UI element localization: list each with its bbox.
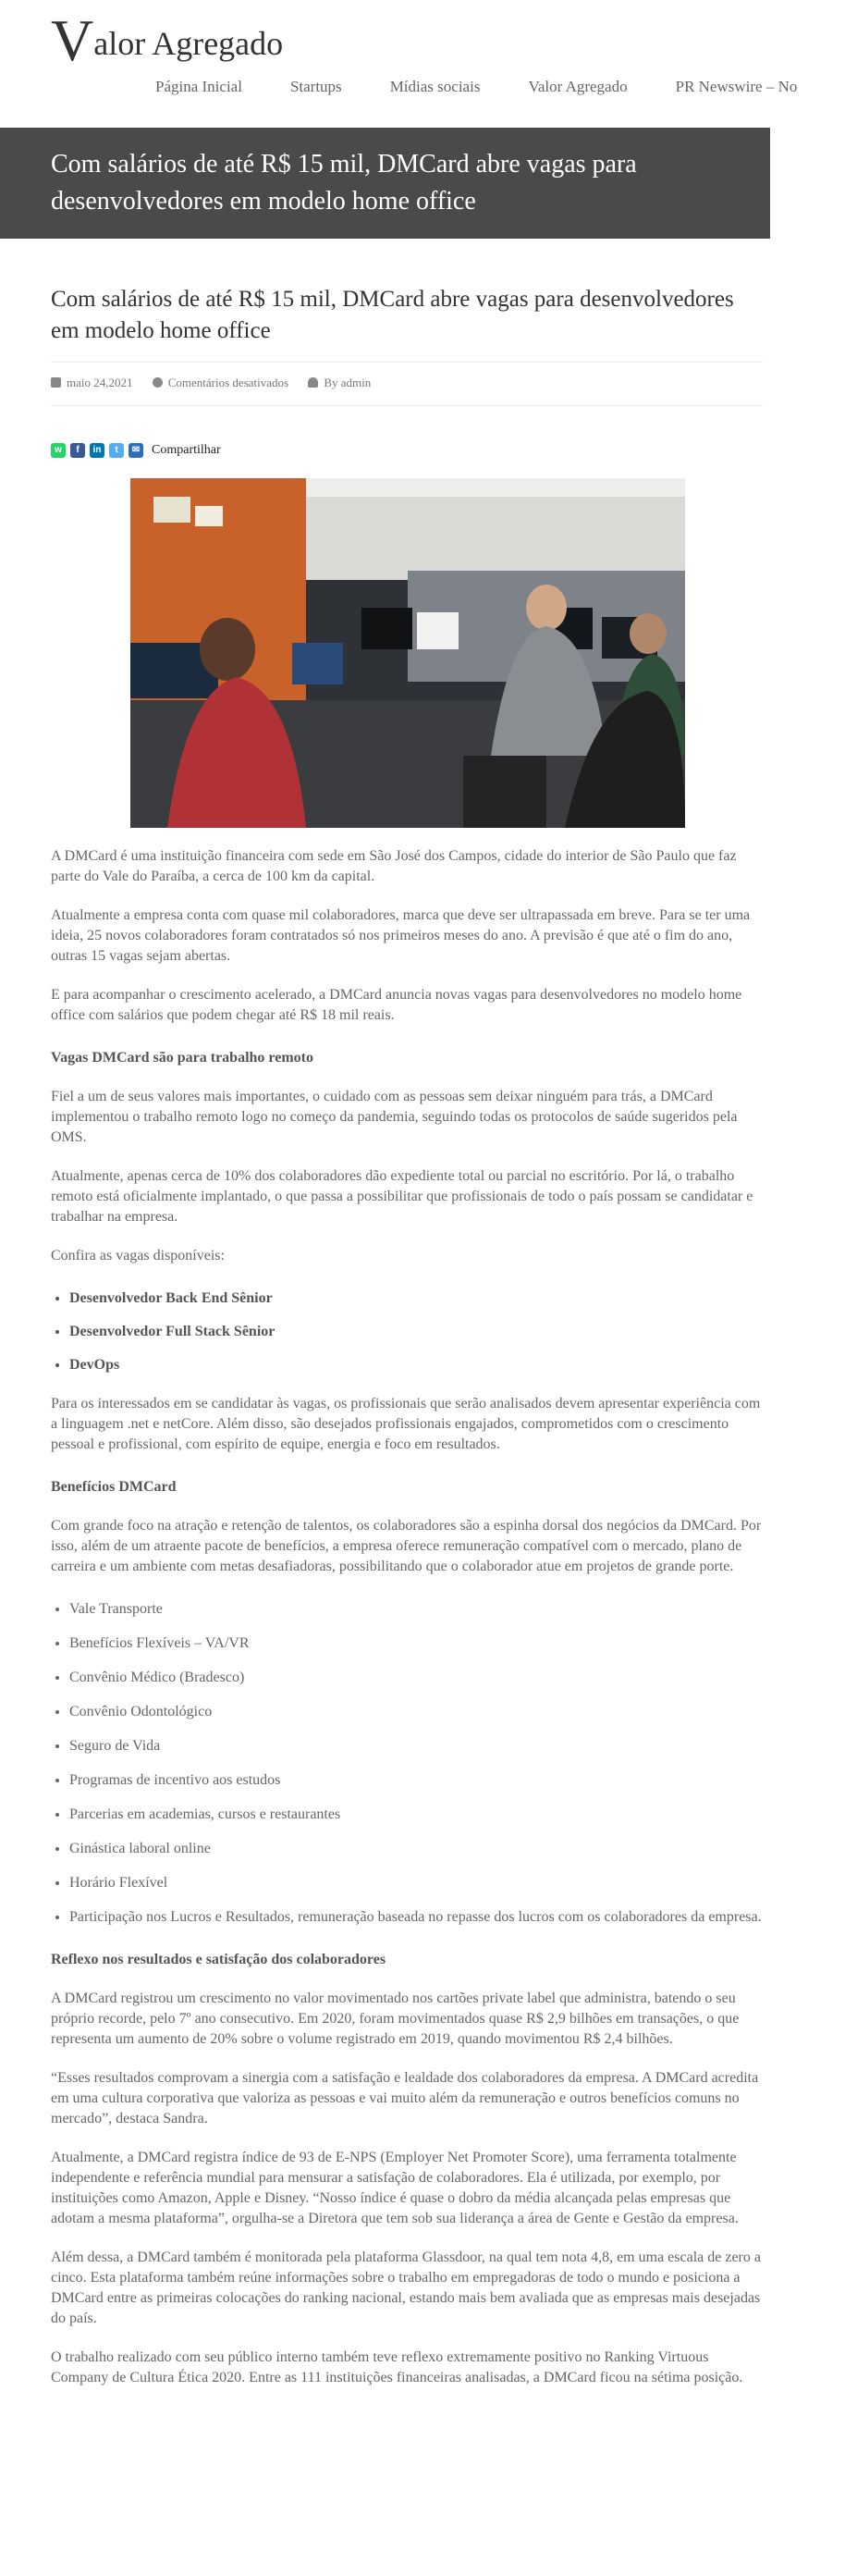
paragraph: Com grande foco na atração e retenção de talentos, os colaboradores são a espinha dorsal dos negócios da DMCard. Por isso, além de um atraente pacote de benefícios, a empresa oferece remuneração compatível com o mercado, plano de carreira e um ambiente com metas desafiadoras, possibilitando que o colaborador atue em projetos de grande porte. bbox=[51, 1518, 762, 1574]
nav-item-valor-agregado[interactable]: Valor Agregado bbox=[528, 78, 628, 95]
list-item: • Programas de incentivo aos estudos bbox=[69, 1770, 763, 1791]
nav-item-startups[interactable]: Startups bbox=[289, 78, 342, 95]
list-item: • Convênio Médico (Bradesco) bbox=[69, 1668, 763, 1688]
twitter-icon[interactable]: t bbox=[109, 443, 124, 458]
paragraph: A DMCard registrou um crescimento no valor movimentado nos cartões private label que administra, batendo o seu próprio recorde, pelo 7º ano consecutivo. Em 2020, foram movimentados quase R$ 2,9 bilhões em transações, o que representa um aumento de 20% sobre o volume registrado em 2019, quando movimentou R$ 2,4 bilhões. bbox=[51, 1991, 740, 2047]
email-icon[interactable]: ✉ bbox=[129, 443, 143, 458]
main-nav bbox=[155, 78, 845, 96]
benefits-list bbox=[51, 1599, 763, 1928]
job-list bbox=[51, 1288, 763, 1375]
list-item: • Parcerias em academias, cursos e restaurantes bbox=[69, 1805, 763, 1825]
calendar-icon bbox=[51, 377, 61, 388]
nav-item-pr-newswire[interactable]: PR Newswire – No bbox=[675, 78, 798, 95]
paragraph: Atualmente, apenas cerca de 10% dos colaboradores dão expediente total ou parcial no escritório. Por lá, o trabalho remoto está oficialmente implantado, o que passa a possibilitar que profissionais de todo o país possam se candidatar e trabalhar na empresa. bbox=[51, 1168, 753, 1225]
user-icon bbox=[308, 377, 318, 388]
nav-item-social-media[interactable]: Mídias sociais bbox=[389, 78, 481, 95]
post-comments: Comentários desativados bbox=[167, 376, 289, 389]
paragraph: Atualmente a empresa conta com quase mil colaboradores, marca que deve ser ultrapassada em breve. Para se ter uma ideia, 25 novos colaboradores foram contratados só nos primeiros meses do ano. A previsão é que até o fim do ano, outras 15 vagas sejam abertas. bbox=[51, 907, 751, 964]
logo-text: alor Agregado bbox=[93, 25, 284, 62]
linkedin-icon[interactable]: in bbox=[90, 443, 104, 458]
paragraph: Para os interessados em se candidatar às vagas, os profissionais que serão analisados devem apresentar experiência com a linguagem .net e netCore. Além disso, são desejados profissionais engajados, comprometidos com o crescimento pessoal e profissional, com espírito de equipe, energia e foco em resultados. bbox=[51, 1396, 761, 1452]
paragraph: Fiel a um de seus valores mais importantes, o cuidado com as pessoas sem deixar ninguém para trás, a DMCard implementou o trabalho remoto logo no começo da pandemia, seguindo todas os protocolos de saúde sugeridos pela OMS. bbox=[51, 1089, 738, 1145]
list-item: • Seguro de Vida bbox=[69, 1736, 763, 1756]
list-item: • Ginástica laboral online bbox=[69, 1839, 763, 1859]
list-item: • Vale Transporte bbox=[69, 1599, 763, 1620]
list-item: • Desenvolvedor Back End Sênior bbox=[69, 1288, 763, 1309]
list-item: • Participação nos Lucros e Resultados, remuneração baseada no repasse dos lucros com os colaboradores da empresa. bbox=[69, 1907, 763, 1928]
share-bar bbox=[51, 443, 763, 458]
list-item: • DevOps bbox=[69, 1355, 763, 1375]
list-item: • Convênio Odontológico bbox=[69, 1702, 763, 1722]
paragraph: A DMCard é uma instituição financeira com sede em São José dos Campos, cidade do interior de São Paulo que faz parte do Vale do Paraíba, a cerca de 100 km da capital. bbox=[51, 848, 737, 884]
site-header bbox=[0, 0, 798, 128]
comment-icon bbox=[153, 377, 163, 388]
section-heading: Vagas DMCard são para trabalho remoto bbox=[51, 1050, 313, 1066]
facebook-icon[interactable]: f bbox=[70, 443, 85, 458]
section-heading: Benefícios DMCard bbox=[51, 1479, 177, 1495]
section-heading: Reflexo nos resultados e satisfação dos colaboradores bbox=[51, 1952, 386, 1967]
share-label[interactable]: Compartilhar bbox=[152, 443, 221, 457]
article-body bbox=[51, 846, 763, 2388]
paragraph: E para acompanhar o crescimento acelerado, a DMCard anuncia novas vagas para desenvolvedores no modelo home office com salários que podem chegar até R$ 18 mil reais. bbox=[51, 987, 742, 1023]
post-date: maio 24,2021 bbox=[67, 376, 133, 389]
list-item: • Horário Flexível bbox=[69, 1873, 763, 1893]
paragraph: “Esses resultados comprovam a sinergia com a satisfação e lealdade dos colaboradores da empresa. A DMCard acredita em uma cultura corporativa que valoriza as pessoas e vai muito além da remuneração e outros benefícios comuns no mercado”, destaca Sandra. bbox=[51, 2070, 759, 2126]
paragraph: Atualmente, a DMCard registra índice de 93 de E-NPS (Employer Net Promoter Score), uma ferramenta totalmente independente e referência mundial para mensurar a satisfação de colaboradores. Ela é utilizada, por exemplo, por instituições como Amazon, Apple e Disney. “Nosso índice é quase o dobro da média alcançada pelas empresas que adotam a mesma plataforma”, orgulha-se a Diretora que tem sob sua liderança a área de Gente e Gestão da empresa. bbox=[51, 2150, 739, 2226]
paragraph: O trabalho realizado com seu público interno também teve reflexo extremamente positivo no Ranking Virtuous Company de Cultura Ética 2020. Entre as 111 instituições financeiras analisadas, a DMCard ficou na sétima posição. bbox=[51, 2349, 743, 2385]
article-content bbox=[51, 239, 763, 2388]
banner-title: Com salários de até R$ 15 mil, DMCard abre vagas para desenvolvedores em modelo home office bbox=[51, 150, 637, 216]
page-banner bbox=[0, 128, 770, 239]
list-item: • Benefícios Flexíveis – VA/VR bbox=[69, 1633, 763, 1654]
post-title: Com salários de até R$ 15 mil, DMCard abre vagas para desenvolvedores em modelo home office bbox=[51, 287, 734, 343]
list-item: • Desenvolvedor Full Stack Sênior bbox=[69, 1322, 763, 1342]
nav-item-home[interactable]: Página Inicial bbox=[155, 78, 242, 95]
logo-initial: V bbox=[51, 7, 94, 73]
post-meta bbox=[51, 362, 763, 406]
paragraph: Além dessa, a DMCard também é monitorada pela plataforma Glassdoor, na qual tem nota 4,8, em uma escala de zero a cinco. Esta plataforma também reúne informações sobre o trabalho em empregadoras de todo o mundo e posiciona a DMCard entre as primeiras colocações do ranking nacional, estando mais bem avaliada que as empresas mais desejadas do país. bbox=[51, 2249, 761, 2326]
paragraph: Confira as vagas disponíveis: bbox=[51, 1248, 225, 1263]
office-photo bbox=[130, 478, 685, 828]
site-logo[interactable] bbox=[51, 7, 284, 73]
whatsapp-icon[interactable]: w bbox=[51, 443, 66, 458]
post-author[interactable]: By admin bbox=[324, 376, 372, 389]
